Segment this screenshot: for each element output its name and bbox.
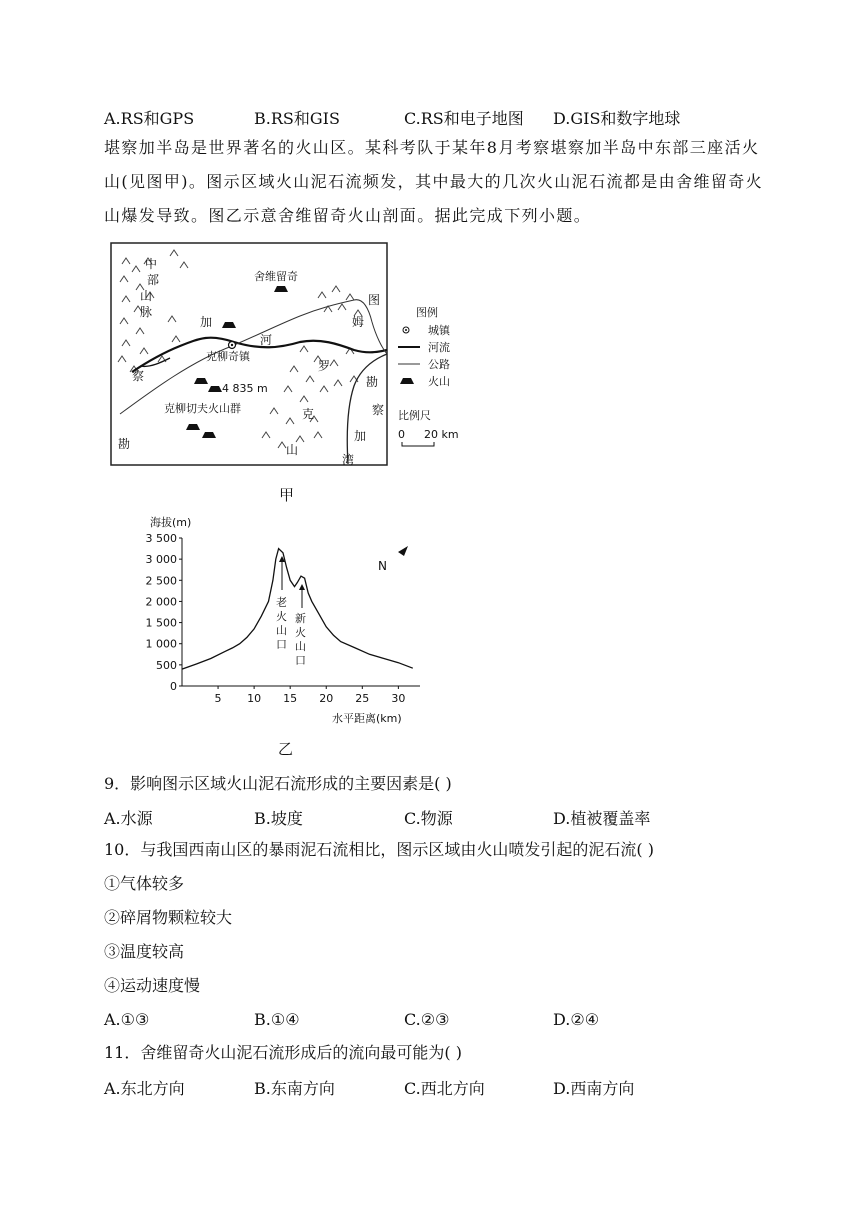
q10-option-d: D.②④ — [553, 1010, 600, 1029]
y-tick-label: 0 — [170, 680, 177, 693]
label-he-river: 河 — [260, 333, 273, 347]
q11-option-d: D.西南方向 — [553, 1079, 635, 1098]
map-svg — [110, 242, 470, 470]
legend-river: 河流 — [428, 341, 450, 354]
new-crater-2: 火 — [295, 626, 306, 639]
x-tick-label: 15 — [283, 692, 298, 705]
label-jia-river: 加 — [200, 315, 213, 329]
label-central-4: 脉 — [140, 305, 153, 319]
q10-option-c: C.②③ — [404, 1010, 450, 1029]
label-bay-4: 湾 — [342, 453, 355, 467]
legend-town: 城镇 — [428, 324, 450, 337]
q11-option-a: A.东北方向 — [104, 1079, 185, 1098]
y-tick-label: 500 — [156, 658, 177, 672]
legend-scale-title: 比例尺 — [398, 409, 431, 422]
q9-stem: 9．影响图示区域火山泥石流形成的主要因素是( ) — [104, 774, 452, 793]
q9-option-d: D.植被覆盖率 — [553, 809, 651, 828]
mountain-pattern-right — [262, 286, 365, 448]
q11-options — [104, 1076, 744, 1098]
label-central-3: 山 — [140, 289, 153, 303]
legend-scale-zero: 0 — [398, 428, 405, 441]
y-tick-label: 3 000 — [145, 553, 177, 567]
x-tick-label: 10 — [247, 692, 262, 705]
volcano-shiveluch — [274, 286, 288, 292]
option-d: D.GIS和数字地球 — [553, 109, 681, 128]
label-bay-3: 加 — [354, 429, 367, 443]
label-shiveluch: 舍维留奇 — [254, 270, 298, 283]
q11-option-b: B.东南方向 — [254, 1079, 335, 1098]
label-klyuchi: 克柳奇镇 — [206, 350, 250, 363]
map-legend — [398, 305, 459, 446]
q10-stem: 10．与我国西南山区的暴雨泥石流相比，图示区域由火山喷发引起的泥石流( ) — [104, 840, 654, 859]
label-kan-bottom: 勘 — [118, 437, 131, 451]
label-central-1: 中 — [145, 257, 158, 271]
legend-title: 图例 — [416, 306, 438, 319]
q11-option-c: C.西北方向 — [404, 1079, 485, 1098]
label-ke: 克 — [302, 407, 315, 421]
legend-volcano: 火山 — [428, 375, 450, 388]
y-tick-label: 1 000 — [145, 637, 177, 651]
label-elevation: 4 835 m — [222, 382, 268, 395]
legend-road: 公路 — [428, 358, 450, 371]
q9-options — [104, 806, 744, 828]
q10-item-2: ②碎屑物颗粒较大 — [104, 908, 233, 927]
q10-item-3: ③温度较高 — [104, 942, 185, 961]
x-tick-label: 5 — [214, 692, 222, 705]
x-axis-label: 水平距离(km) — [332, 712, 402, 725]
figure-profile — [142, 510, 432, 734]
north-arrow-icon — [398, 546, 408, 556]
label-bay-2: 察 — [372, 403, 385, 417]
label-bay-1: 勘 — [366, 375, 379, 389]
profile-caption: 乙 — [278, 740, 294, 758]
passage: 堪察加半岛是世界著名的火山区。某科考队于某年8月考察堪察加半岛中东部三座活火山(见图甲)。图示区域火山泥石流频发，其中最大的几次火山泥石流都是由舍维留奇火山爆发导致。图乙示意舍维留奇火山剖面。据此完成下列小题。 — [104, 138, 764, 225]
profile-chart — [142, 510, 432, 730]
x-tick-label: 25 — [355, 692, 370, 705]
x-tick-label: 20 — [319, 692, 334, 705]
label-mu: 姆 — [352, 315, 365, 329]
old-crater-4: 口 — [276, 638, 287, 651]
new-crater-1: 新 — [295, 612, 306, 625]
q10-option-b: B.①④ — [254, 1010, 300, 1029]
old-crater-1: 老 — [276, 596, 287, 609]
road-line — [120, 300, 387, 414]
q11-stem: 11．舍维留奇火山泥石流形成后的流向最可能为( ) — [104, 1043, 462, 1062]
q10-options — [104, 1010, 744, 1032]
label-luo: 罗 — [318, 359, 331, 373]
x-tick-label: 30 — [391, 692, 406, 705]
volcano-near-town — [222, 322, 236, 328]
y-tick-label: 3 500 — [145, 532, 177, 545]
q9-option-a: A.水源 — [104, 809, 153, 828]
label-shan: 山 — [286, 443, 299, 457]
y-tick-label: 2 500 — [145, 574, 177, 588]
q10-option-a: A.①③ — [104, 1010, 150, 1029]
prev-question-options — [104, 106, 744, 128]
option-c: C.RS和电子地图 — [404, 109, 524, 128]
q9-option-c: C.物源 — [404, 809, 453, 828]
label-tu: 图 — [368, 293, 381, 307]
new-crater-4: 口 — [295, 654, 306, 667]
label-volcano-group: 克柳切夫火山群 — [164, 402, 241, 415]
map-caption: 甲 — [279, 486, 295, 504]
y-tick-label: 1 500 — [145, 616, 177, 630]
label-central-2: 部 — [147, 273, 160, 287]
legend-scale-value: 20 km — [424, 428, 459, 441]
volcano-klyuchevskaya — [208, 386, 222, 392]
q9-option-b: B.坡度 — [254, 809, 303, 828]
option-b: B.RS和GIS — [254, 109, 340, 128]
figure-map — [110, 242, 470, 474]
y-tick-label: 2 000 — [145, 595, 177, 609]
label-cha-left: 察 — [132, 369, 145, 383]
y-axis-label: 海拔(m) — [150, 516, 192, 529]
old-crater-2: 火 — [276, 610, 287, 623]
q10-item-1: ①气体较多 — [104, 874, 185, 893]
new-crater-3: 山 — [295, 640, 306, 653]
north-label: N — [378, 559, 387, 573]
option-a: A.RS和GPS — [104, 109, 195, 128]
q10-item-4: ④运动速度慢 — [104, 976, 201, 995]
old-crater-3: 山 — [276, 624, 287, 637]
